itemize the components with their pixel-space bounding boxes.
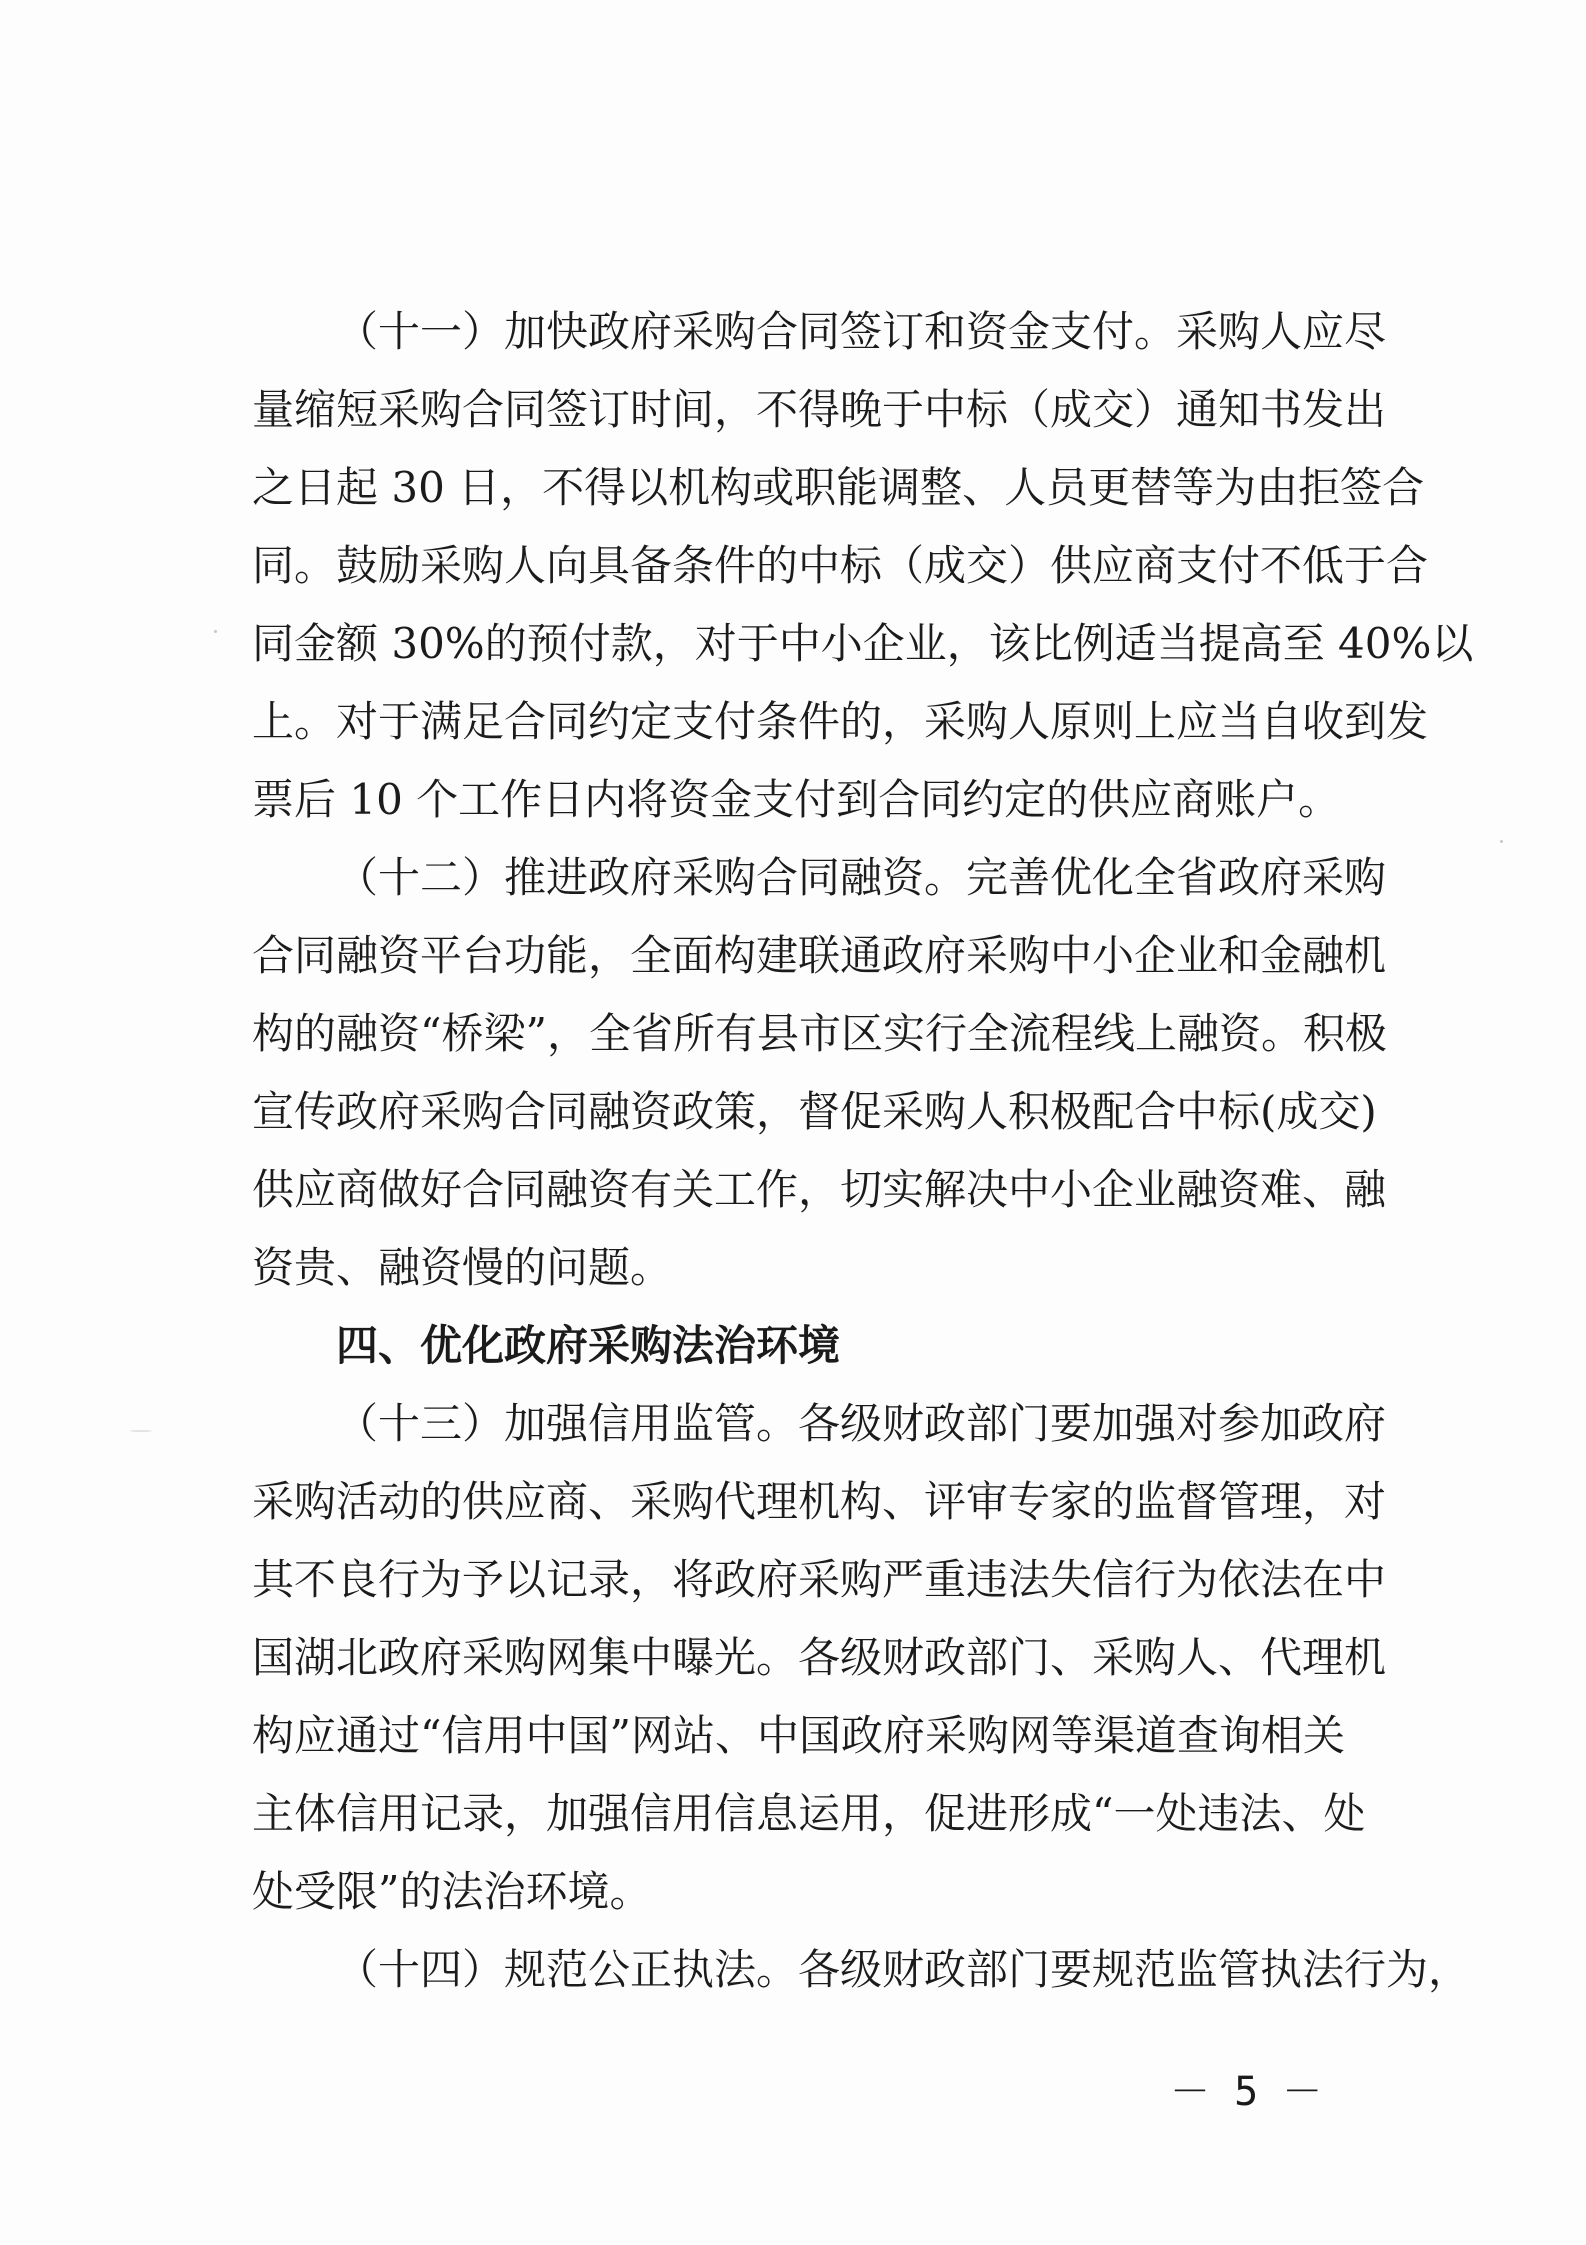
paragraph-11-line-2: 量缩短采购合同签订时间，不得晚于中标（成交）通知书发出 bbox=[252, 385, 1387, 434]
paragraph-13-line-6: 主体信用记录，加强信用信息运用，促进形成“一处违法、处 bbox=[252, 1789, 1366, 1838]
page-number: － 5 － bbox=[1170, 2069, 1323, 2115]
paragraph-13-line-4: 国湖北政府采购网集中曝光。各级财政部门、采购人、代理机 bbox=[252, 1633, 1387, 1682]
paragraph-12-line-2: 合同融资平台功能，全面构建联通政府采购中小企业和金融机 bbox=[252, 931, 1387, 980]
paragraph-13-line-1: （十三）加强信用监管。各级财政部门要加强对参加政府 bbox=[336, 1399, 1387, 1448]
paragraph-13-line-3: 其不良行为予以记录，将政府采购严重违法失信行为依法在中 bbox=[252, 1555, 1387, 1604]
paragraph-11-line-7: 票后 10 个工作日内将资金支付到合同约定的供应商账户。 bbox=[252, 775, 1341, 824]
paragraph-13-line-5: 构应通过“信用中国”网站、中国政府采购网等渠道查询相关 bbox=[252, 1711, 1345, 1760]
paragraph-11-line-6: 上。对于满足合同约定支付条件的，采购人原则上应当自收到发 bbox=[252, 697, 1429, 746]
paragraph-11-line-3: 之日起 30 日，不得以机构或职能调整、人员更替等为由拒签合 bbox=[252, 463, 1425, 512]
scan-speck bbox=[214, 630, 217, 633]
scan-speck bbox=[1500, 840, 1503, 843]
paragraph-13-line-7: 处受限”的法治环境。 bbox=[252, 1867, 652, 1916]
paragraph-12-line-4: 宣传政府采购合同融资政策，督促采购人积极配合中标(成交) bbox=[252, 1087, 1377, 1136]
paragraph-12-line-3: 构的融资“桥梁”，全省所有县市区实行全流程线上融资。积极 bbox=[252, 1009, 1387, 1058]
paragraph-14-line-1: （十四）规范公正执法。各级财政部门要规范监管执法行为， bbox=[336, 1945, 1471, 1994]
scan-speck bbox=[130, 1430, 152, 1432]
paragraph-11-line-5: 同金额 30%的预付款，对于中小企业，该比例适当提高至 40%以 bbox=[252, 619, 1474, 668]
section-heading: 四、优化政府采购法治环境 bbox=[336, 1321, 841, 1370]
paragraph-12-line-6: 资贵、融资慢的问题。 bbox=[252, 1243, 673, 1292]
paragraph-12-line-5: 供应商做好合同融资有关工作，切实解决中小企业融资难、融 bbox=[252, 1165, 1387, 1214]
paragraph-11-line-4: 同。鼓励采购人向具备条件的中标（成交）供应商支付不低于合 bbox=[252, 541, 1429, 590]
paragraph-11-line-1: （十一）加快政府采购合同签订和资金支付。采购人应尽 bbox=[336, 307, 1387, 356]
paragraph-13-line-2: 采购活动的供应商、采购代理机构、评审专家的监督管理，对 bbox=[252, 1477, 1387, 1526]
paragraph-12-line-1: （十二）推进政府采购合同融资。完善优化全省政府采购 bbox=[336, 853, 1387, 902]
